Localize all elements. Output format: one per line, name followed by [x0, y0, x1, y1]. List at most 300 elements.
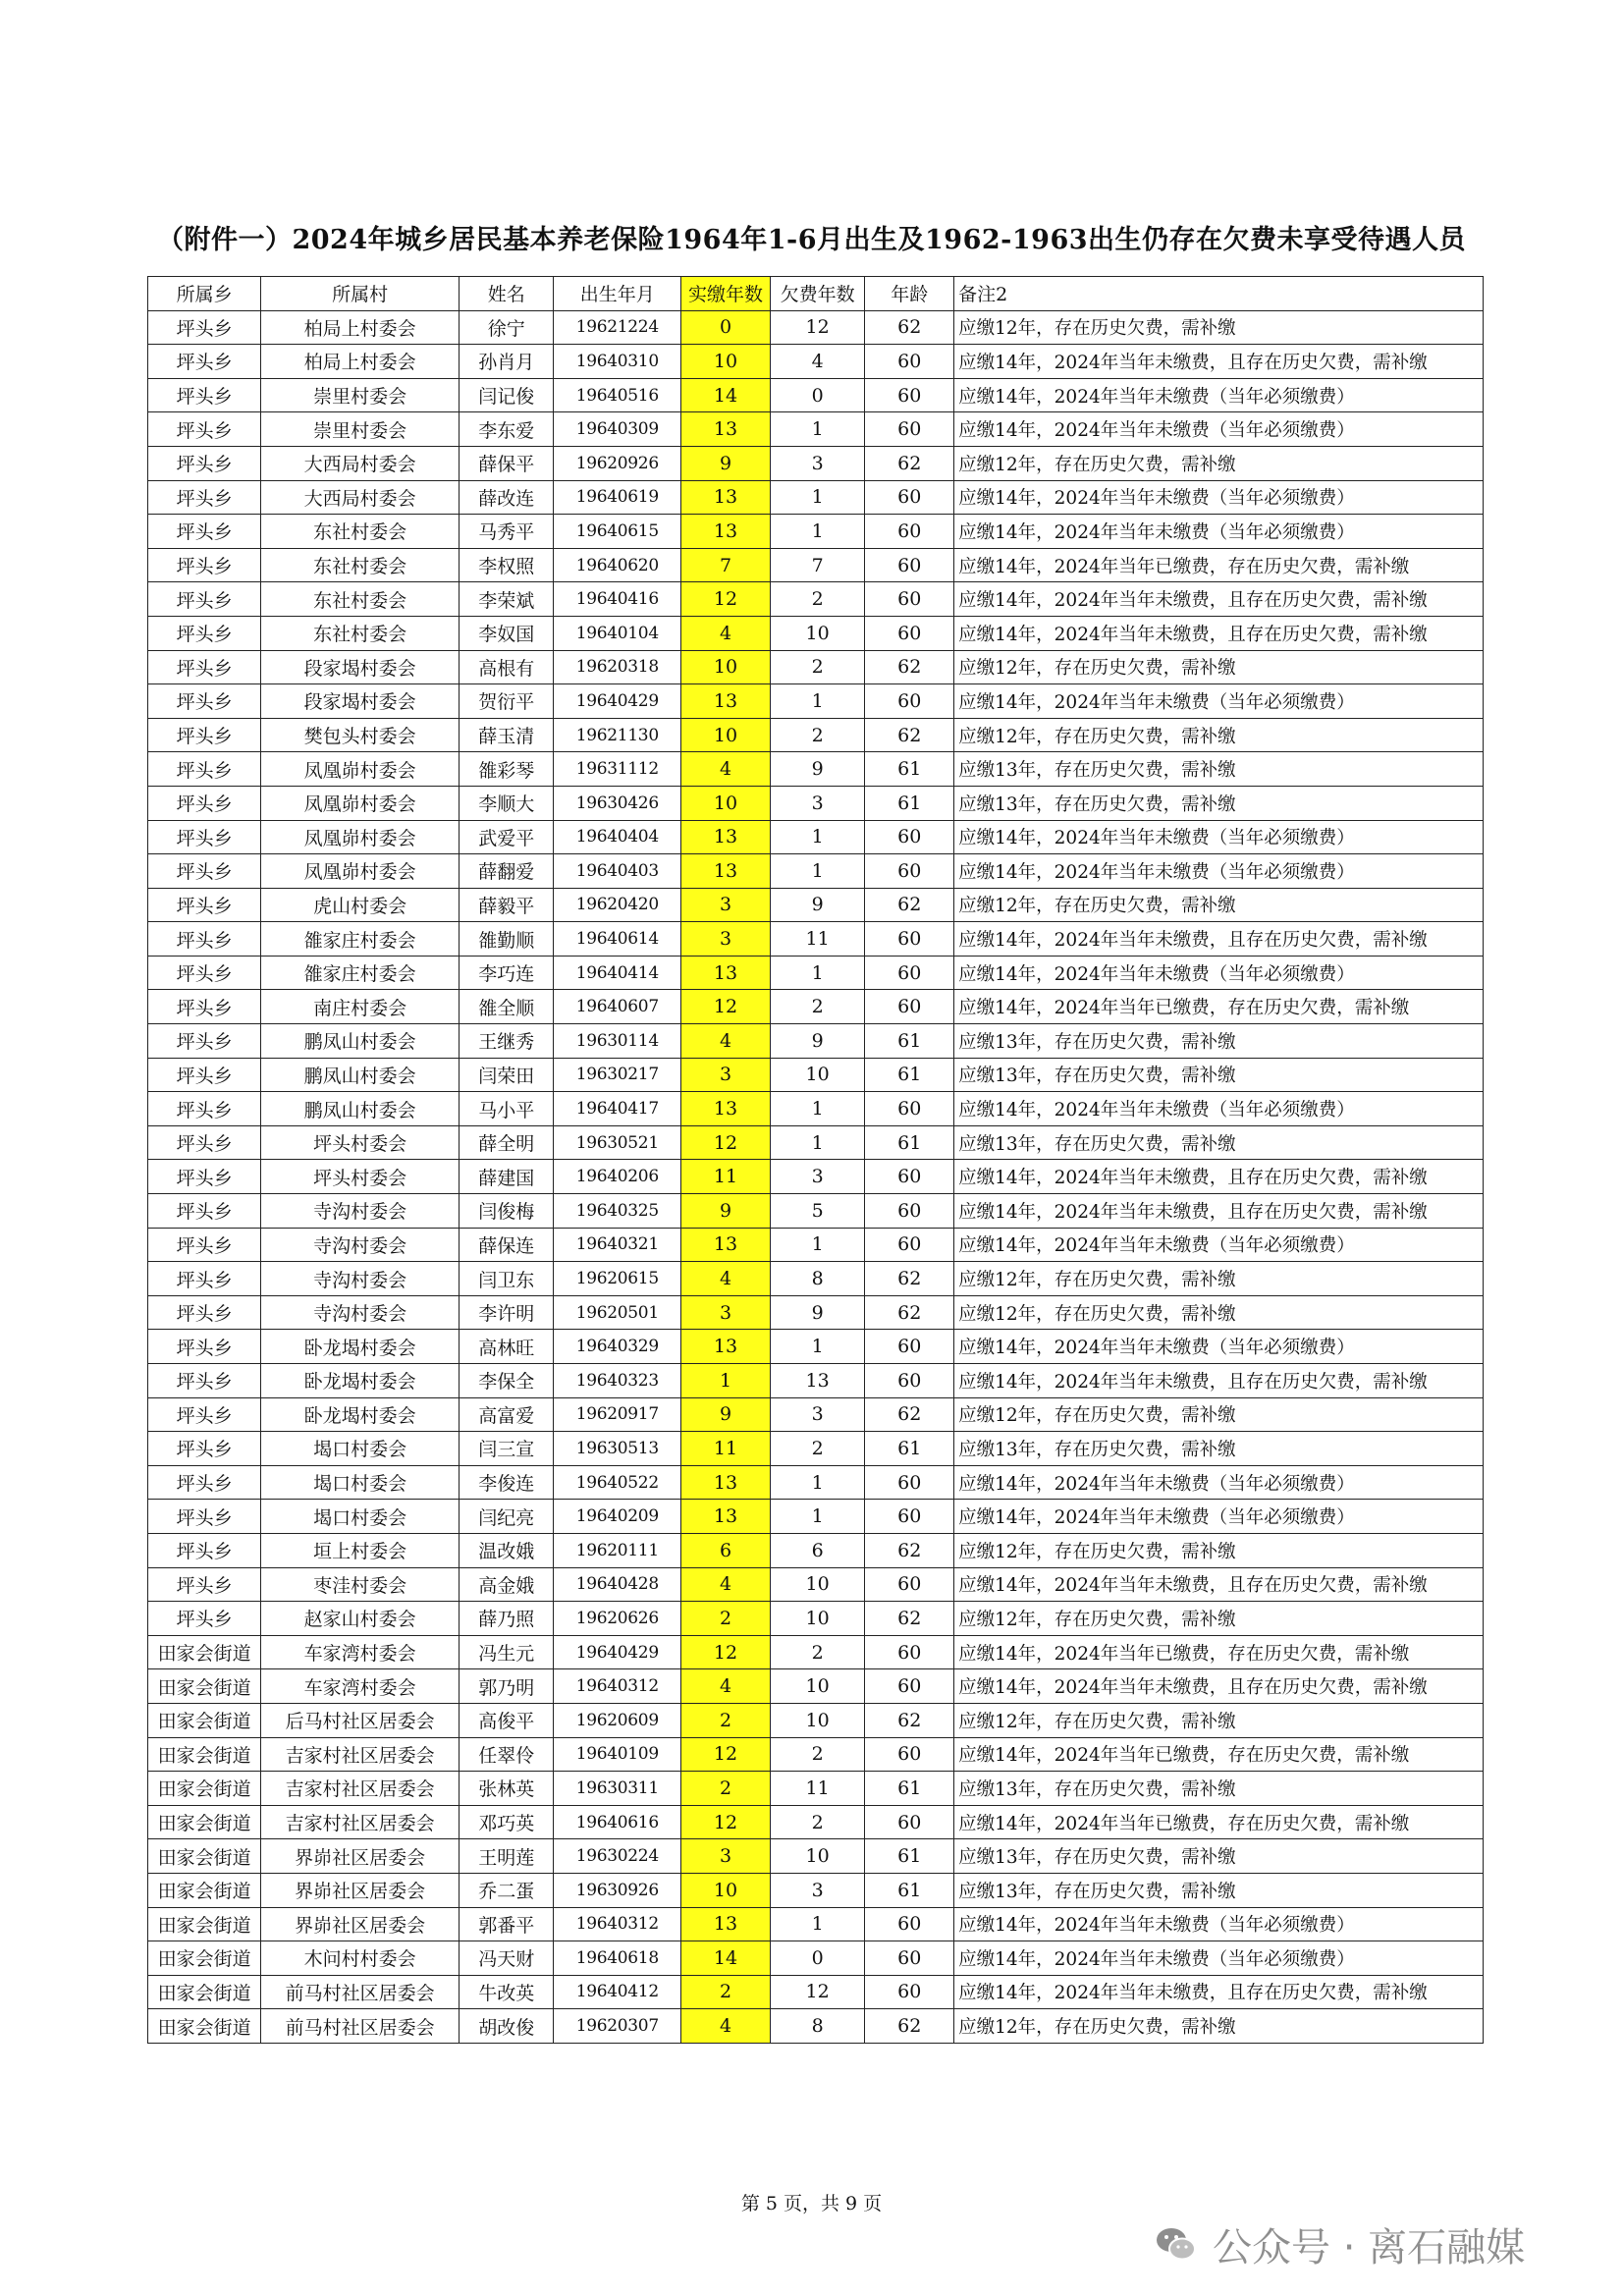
cell-village: 垣上村委会: [261, 1533, 460, 1567]
cell-village: 坪头村委会: [261, 1125, 460, 1160]
table-row: [148, 378, 1484, 412]
table-row: [148, 1092, 1484, 1126]
cell-age: 60: [865, 1669, 954, 1704]
cell-village: 卧龙堨村委会: [261, 1330, 460, 1364]
cell-age: 62: [865, 1533, 954, 1567]
table-row: [148, 1975, 1484, 2009]
cell-township: 田家会街道: [148, 1669, 261, 1704]
cell-birth-date: 19630513: [554, 1432, 681, 1466]
cell-township: 坪头乡: [148, 684, 261, 719]
cell-village: 界峁社区居委会: [261, 1839, 460, 1874]
cell-remark: 应缴12年，存在历史欠费，需补缴: [954, 718, 1484, 752]
cell-village: 车家湾村委会: [261, 1669, 460, 1704]
table-row: [148, 345, 1484, 379]
cell-township: 坪头乡: [148, 820, 261, 854]
cell-age: 61: [865, 1058, 954, 1092]
cell-village: 木问村村委会: [261, 1941, 460, 1976]
cell-name: 雒彩琴: [459, 752, 554, 787]
cell-age: 62: [865, 1602, 954, 1636]
cell-name: 薛建国: [459, 1160, 554, 1194]
cell-township: 坪头乡: [148, 854, 261, 889]
cell-birth-date: 19630114: [554, 1024, 681, 1059]
cell-name: 薛翻爱: [459, 854, 554, 889]
cell-township: 坪头乡: [148, 548, 261, 582]
cell-remark: 应缴14年，2024年当年未缴费，且存在历史欠费，需补缴: [954, 1194, 1484, 1229]
cell-remark: 应缴14年，2024年当年未缴费（当年必须缴费）: [954, 480, 1484, 515]
table-row: [148, 956, 1484, 990]
table-row: [148, 2009, 1484, 2044]
cell-remark: 应缴14年，2024年当年未缴费（当年必须缴费）: [954, 956, 1484, 990]
cell-paid-years: 3: [681, 1058, 771, 1092]
cell-village: 车家湾村委会: [261, 1635, 460, 1669]
cell-birth-date: 19640309: [554, 412, 681, 447]
cell-remark: 应缴14年，2024年当年已缴费，存在历史欠费，需补缴: [954, 548, 1484, 582]
cell-name: 乔二蛋: [459, 1873, 554, 1907]
cell-paid-years: 12: [681, 990, 771, 1024]
cell-age: 60: [865, 1092, 954, 1126]
cell-remark: 应缴13年，存在历史欠费，需补缴: [954, 752, 1484, 787]
cell-remark: 应缴12年，存在历史欠费，需补缴: [954, 310, 1484, 345]
table-row: [148, 1772, 1484, 1806]
cell-remark: 应缴14年，2024年当年未缴费（当年必须缴费）: [954, 1330, 1484, 1364]
table-row: [148, 1669, 1484, 1704]
table-row: [148, 1024, 1484, 1059]
cell-arrears-years: 2: [770, 1805, 865, 1839]
cell-remark: 应缴14年，2024年当年未缴费，且存在历史欠费，需补缴: [954, 1160, 1484, 1194]
cell-name: 高金娥: [459, 1567, 554, 1602]
cell-village: 后马村社区居委会: [261, 1703, 460, 1737]
table-row: [148, 412, 1484, 447]
cell-township: 坪头乡: [148, 1364, 261, 1398]
cell-paid-years: 13: [681, 1907, 771, 1941]
cell-village: 段家堨村委会: [261, 684, 460, 719]
cell-arrears-years: 1: [770, 1500, 865, 1534]
cell-age: 61: [865, 752, 954, 787]
cell-arrears-years: 3: [770, 1873, 865, 1907]
cell-township: 田家会街道: [148, 1703, 261, 1737]
cell-name: 马秀平: [459, 515, 554, 549]
cell-remark: 应缴12年，存在历史欠费，需补缴: [954, 888, 1484, 922]
table-row: [148, 616, 1484, 650]
cell-township: 坪头乡: [148, 345, 261, 379]
cell-age: 60: [865, 1364, 954, 1398]
cell-arrears-years: 9: [770, 888, 865, 922]
cell-arrears-years: 1: [770, 412, 865, 447]
cell-township: 田家会街道: [148, 1635, 261, 1669]
cell-age: 62: [865, 2009, 954, 2044]
cell-age: 60: [865, 854, 954, 889]
cell-arrears-years: 10: [770, 1602, 865, 1636]
table-row: [148, 1873, 1484, 1907]
cell-paid-years: 9: [681, 1397, 771, 1432]
table-row: [148, 1737, 1484, 1772]
cell-age: 60: [865, 1465, 954, 1500]
cell-paid-years: 3: [681, 922, 771, 957]
cell-arrears-years: 3: [770, 446, 865, 480]
table-row: [148, 1602, 1484, 1636]
cell-remark: 应缴13年，存在历史欠费，需补缴: [954, 1058, 1484, 1092]
cell-village: 堨口村委会: [261, 1432, 460, 1466]
table-row: [148, 1194, 1484, 1229]
table-row: [148, 548, 1484, 582]
cell-birth-date: 19621224: [554, 310, 681, 345]
cell-age: 60: [865, 548, 954, 582]
cell-name: 孙肖月: [459, 345, 554, 379]
cell-remark: 应缴14年，2024年当年未缴费（当年必须缴费）: [954, 1500, 1484, 1534]
cell-paid-years: 4: [681, 1024, 771, 1059]
cell-birth-date: 19640616: [554, 1805, 681, 1839]
cell-village: 前马村社区居委会: [261, 1975, 460, 2009]
cell-village: 寺沟村委会: [261, 1194, 460, 1229]
table-row: [148, 752, 1484, 787]
table-row: [148, 1330, 1484, 1364]
cell-name: 李东爱: [459, 412, 554, 447]
table-row: [148, 1262, 1484, 1296]
header-paid-years: 实缴年数: [681, 277, 771, 311]
cell-age: 61: [865, 1772, 954, 1806]
table-body: [148, 310, 1484, 2043]
cell-paid-years: 13: [681, 1228, 771, 1262]
cell-arrears-years: 2: [770, 1432, 865, 1466]
cell-name: 高俊平: [459, 1703, 554, 1737]
table-row: [148, 1160, 1484, 1194]
cell-village: 东社村委会: [261, 515, 460, 549]
cell-birth-date: 19640620: [554, 548, 681, 582]
cell-village: 柏局上村委会: [261, 310, 460, 345]
cell-township: 坪头乡: [148, 1432, 261, 1466]
cell-remark: 应缴14年，2024年当年已缴费，存在历史欠费，需补缴: [954, 1805, 1484, 1839]
cell-name: 高林旺: [459, 1330, 554, 1364]
cell-village: 大西局村委会: [261, 446, 460, 480]
cell-township: 坪头乡: [148, 1533, 261, 1567]
cell-arrears-years: 11: [770, 922, 865, 957]
cell-paid-years: 12: [681, 1125, 771, 1160]
header-arrears-years: 欠费年数: [770, 277, 865, 311]
cell-paid-years: 3: [681, 1295, 771, 1330]
cell-paid-years: 13: [681, 480, 771, 515]
cell-birth-date: 19640516: [554, 378, 681, 412]
table-row: [148, 1397, 1484, 1432]
cell-arrears-years: 2: [770, 1635, 865, 1669]
cell-age: 60: [865, 820, 954, 854]
cell-birth-date: 19640206: [554, 1160, 681, 1194]
cell-remark: 应缴14年，2024年当年未缴费（当年必须缴费）: [954, 1228, 1484, 1262]
cell-age: 60: [865, 378, 954, 412]
cell-birth-date: 19630521: [554, 1125, 681, 1160]
cell-township: 坪头乡: [148, 990, 261, 1024]
cell-remark: 应缴13年，存在历史欠费，需补缴: [954, 1772, 1484, 1806]
cell-arrears-years: 12: [770, 1975, 865, 2009]
cell-arrears-years: 9: [770, 1295, 865, 1330]
cell-name: 高根有: [459, 650, 554, 684]
cell-remark: 应缴12年，存在历史欠费，需补缴: [954, 1295, 1484, 1330]
cell-arrears-years: 1: [770, 854, 865, 889]
cell-remark: 应缴14年，2024年当年未缴费，且存在历史欠费，需补缴: [954, 582, 1484, 617]
table-row: [148, 1839, 1484, 1874]
cell-birth-date: 19640614: [554, 922, 681, 957]
cell-township: 坪头乡: [148, 1500, 261, 1534]
cell-name: 马小平: [459, 1092, 554, 1126]
cell-birth-date: 19620926: [554, 446, 681, 480]
cell-paid-years: 11: [681, 1160, 771, 1194]
cell-age: 62: [865, 718, 954, 752]
cell-age: 60: [865, 1500, 954, 1534]
table-row: [148, 480, 1484, 515]
cell-township: 田家会街道: [148, 1975, 261, 2009]
cell-age: 61: [865, 1125, 954, 1160]
cell-remark: 应缴13年，存在历史欠费，需补缴: [954, 1873, 1484, 1907]
cell-age: 60: [865, 1635, 954, 1669]
cell-township: 坪头乡: [148, 480, 261, 515]
cell-township: 坪头乡: [148, 1125, 261, 1160]
header-name: 姓名: [459, 277, 554, 311]
cell-birth-date: 19630926: [554, 1873, 681, 1907]
cell-township: 坪头乡: [148, 1330, 261, 1364]
cell-birth-date: 19640109: [554, 1737, 681, 1772]
cell-name: 李许明: [459, 1295, 554, 1330]
cell-arrears-years: 7: [770, 548, 865, 582]
cell-arrears-years: 2: [770, 582, 865, 617]
cell-birth-date: 19640417: [554, 1092, 681, 1126]
cell-name: 李巧连: [459, 956, 554, 990]
cell-name: 薛毅平: [459, 888, 554, 922]
cell-arrears-years: 4: [770, 345, 865, 379]
cell-paid-years: 3: [681, 888, 771, 922]
cell-birth-date: 19640329: [554, 1330, 681, 1364]
cell-age: 60: [865, 412, 954, 447]
cell-village: 堨口村委会: [261, 1465, 460, 1500]
table-row: [148, 888, 1484, 922]
cell-age: 60: [865, 990, 954, 1024]
cell-remark: 应缴14年，2024年当年未缴费，且存在历史欠费，需补缴: [954, 922, 1484, 957]
cell-arrears-years: 10: [770, 1567, 865, 1602]
cell-remark: 应缴12年，存在历史欠费，需补缴: [954, 446, 1484, 480]
cell-arrears-years: 1: [770, 1907, 865, 1941]
cell-age: 62: [865, 310, 954, 345]
cell-township: 坪头乡: [148, 616, 261, 650]
cell-village: 凤凰峁村委会: [261, 786, 460, 820]
cell-birth-date: 19640618: [554, 1941, 681, 1976]
cell-arrears-years: 2: [770, 718, 865, 752]
cell-birth-date: 19640429: [554, 684, 681, 719]
cell-remark: 应缴14年，2024年当年未缴费（当年必须缴费）: [954, 854, 1484, 889]
cell-village: 枣洼村委会: [261, 1567, 460, 1602]
cell-age: 62: [865, 1703, 954, 1737]
cell-remark: 应缴12年，存在历史欠费，需补缴: [954, 650, 1484, 684]
cell-village: 段家堨村委会: [261, 650, 460, 684]
cell-arrears-years: 2: [770, 1737, 865, 1772]
table-row: [148, 990, 1484, 1024]
cell-name: 雒全顺: [459, 990, 554, 1024]
cell-arrears-years: 1: [770, 1465, 865, 1500]
cell-age: 60: [865, 1907, 954, 1941]
cell-remark: 应缴14年，2024年当年未缴费，且存在历史欠费，需补缴: [954, 1364, 1484, 1398]
cell-arrears-years: 1: [770, 1125, 865, 1160]
cell-township: 坪头乡: [148, 1058, 261, 1092]
cell-paid-years: 13: [681, 412, 771, 447]
cell-remark: 应缴14年，2024年当年未缴费（当年必须缴费）: [954, 378, 1484, 412]
cell-remark: 应缴12年，存在历史欠费，需补缴: [954, 1533, 1484, 1567]
cell-township: 坪头乡: [148, 1092, 261, 1126]
cell-paid-years: 13: [681, 1330, 771, 1364]
cell-paid-years: 13: [681, 820, 771, 854]
cell-village: 卧龙堨村委会: [261, 1397, 460, 1432]
page-number: 第 5 页，共 9 页: [740, 2193, 883, 2214]
header-remark: 备注2: [954, 277, 1484, 311]
cell-birth-date: 19640615: [554, 515, 681, 549]
cell-paid-years: 2: [681, 1975, 771, 2009]
cell-arrears-years: 12: [770, 310, 865, 345]
cell-paid-years: 3: [681, 1839, 771, 1874]
cell-age: 61: [865, 786, 954, 820]
cell-township: 田家会街道: [148, 1839, 261, 1874]
cell-paid-years: 11: [681, 1432, 771, 1466]
cell-age: 60: [865, 1975, 954, 2009]
cell-paid-years: 12: [681, 1635, 771, 1669]
cell-paid-years: 10: [681, 718, 771, 752]
cell-township: 坪头乡: [148, 956, 261, 990]
cell-arrears-years: 0: [770, 1941, 865, 1976]
cell-birth-date: 19640209: [554, 1500, 681, 1534]
header-age: 年龄: [865, 277, 954, 311]
cell-paid-years: 4: [681, 2009, 771, 2044]
cell-remark: 应缴13年，存在历史欠费，需补缴: [954, 1839, 1484, 1874]
cell-age: 60: [865, 515, 954, 549]
cell-paid-years: 14: [681, 1941, 771, 1976]
table-row: [148, 786, 1484, 820]
cell-birth-date: 19620501: [554, 1295, 681, 1330]
table-row: [148, 1907, 1484, 1941]
cell-village: 雒家庄村委会: [261, 922, 460, 957]
cell-birth-date: 19630311: [554, 1772, 681, 1806]
table-row: [148, 1295, 1484, 1330]
table-header-row: [148, 277, 1484, 311]
table-row: [148, 820, 1484, 854]
cell-paid-years: 13: [681, 684, 771, 719]
watermark: [1154, 2219, 1525, 2269]
table-row: [148, 582, 1484, 617]
cell-paid-years: 4: [681, 752, 771, 787]
cell-arrears-years: 1: [770, 515, 865, 549]
cell-name: 李奴国: [459, 616, 554, 650]
cell-arrears-years: 1: [770, 956, 865, 990]
cell-name: 薛全明: [459, 1125, 554, 1160]
cell-name: 王继秀: [459, 1024, 554, 1059]
table-row: [148, 310, 1484, 345]
cell-age: 60: [865, 956, 954, 990]
cell-name: 郭番平: [459, 1907, 554, 1941]
cell-age: 60: [865, 1805, 954, 1839]
cell-name: 雒勤顺: [459, 922, 554, 957]
cell-age: 60: [865, 1737, 954, 1772]
cell-paid-years: 0: [681, 310, 771, 345]
cell-remark: 应缴12年，存在历史欠费，需补缴: [954, 1397, 1484, 1432]
cell-village: 前马村社区居委会: [261, 2009, 460, 2044]
cell-age: 62: [865, 1262, 954, 1296]
cell-age: 62: [865, 650, 954, 684]
cell-village: 吉家村社区居委会: [261, 1772, 460, 1806]
table-row: [148, 1941, 1484, 1976]
cell-name: 李俊连: [459, 1465, 554, 1500]
cell-village: 寺沟村委会: [261, 1262, 460, 1296]
cell-name: 闫三宣: [459, 1432, 554, 1466]
cell-township: 坪头乡: [148, 1194, 261, 1229]
cell-paid-years: 9: [681, 446, 771, 480]
table-row: [148, 922, 1484, 957]
cell-township: 坪头乡: [148, 1397, 261, 1432]
cell-township: 坪头乡: [148, 446, 261, 480]
cell-village: 吉家村社区居委会: [261, 1737, 460, 1772]
cell-birth-date: 19640403: [554, 854, 681, 889]
table-row: [148, 1058, 1484, 1092]
cell-paid-years: 13: [681, 956, 771, 990]
cell-age: 60: [865, 616, 954, 650]
cell-arrears-years: 3: [770, 1160, 865, 1194]
cell-age: 60: [865, 480, 954, 515]
cell-village: 坪头村委会: [261, 1160, 460, 1194]
table-row: [148, 854, 1484, 889]
table-row: [148, 1805, 1484, 1839]
cell-birth-date: 19640312: [554, 1907, 681, 1941]
cell-birth-date: 19640325: [554, 1194, 681, 1229]
cell-remark: 应缴13年，存在历史欠费，需补缴: [954, 1432, 1484, 1466]
cell-arrears-years: 10: [770, 1703, 865, 1737]
cell-paid-years: 13: [681, 1500, 771, 1534]
cell-paid-years: 12: [681, 1737, 771, 1772]
cell-name: 武爱平: [459, 820, 554, 854]
cell-village: 吉家村社区居委会: [261, 1805, 460, 1839]
cell-paid-years: 12: [681, 582, 771, 617]
cell-birth-date: 19640323: [554, 1364, 681, 1398]
cell-age: 60: [865, 922, 954, 957]
cell-name: 薛乃照: [459, 1602, 554, 1636]
cell-age: 61: [865, 1024, 954, 1059]
cell-village: 东社村委会: [261, 616, 460, 650]
cell-name: 胡改俊: [459, 2009, 554, 2044]
arrears-table: [147, 276, 1484, 2044]
cell-township: 坪头乡: [148, 582, 261, 617]
cell-name: 温改娥: [459, 1533, 554, 1567]
cell-paid-years: 7: [681, 548, 771, 582]
cell-arrears-years: 11: [770, 1772, 865, 1806]
cell-township: 坪头乡: [148, 310, 261, 345]
cell-remark: 应缴14年，2024年当年未缴费，且存在历史欠费，需补缴: [954, 616, 1484, 650]
cell-arrears-years: 3: [770, 1397, 865, 1432]
cell-township: 田家会街道: [148, 1907, 261, 1941]
cell-township: 坪头乡: [148, 718, 261, 752]
cell-birth-date: 19620420: [554, 888, 681, 922]
cell-township: 坪头乡: [148, 378, 261, 412]
cell-remark: 应缴14年，2024年当年已缴费，存在历史欠费，需补缴: [954, 1737, 1484, 1772]
table-row: [148, 1635, 1484, 1669]
table-row: [148, 1465, 1484, 1500]
cell-paid-years: 12: [681, 1805, 771, 1839]
cell-name: 薛改连: [459, 480, 554, 515]
cell-arrears-years: 2: [770, 990, 865, 1024]
table-row: [148, 1228, 1484, 1262]
cell-remark: 应缴14年，2024年当年未缴费，且存在历史欠费，需补缴: [954, 1975, 1484, 2009]
cell-age: 61: [865, 1873, 954, 1907]
cell-name: 牛改英: [459, 1975, 554, 2009]
cell-birth-date: 19620626: [554, 1602, 681, 1636]
cell-name: 李权照: [459, 548, 554, 582]
cell-name: 任翠伶: [459, 1737, 554, 1772]
cell-name: 闫记俊: [459, 378, 554, 412]
cell-remark: 应缴14年，2024年当年未缴费（当年必须缴费）: [954, 1907, 1484, 1941]
cell-name: 薛保平: [459, 446, 554, 480]
cell-village: 崇里村委会: [261, 412, 460, 447]
cell-birth-date: 19631112: [554, 752, 681, 787]
